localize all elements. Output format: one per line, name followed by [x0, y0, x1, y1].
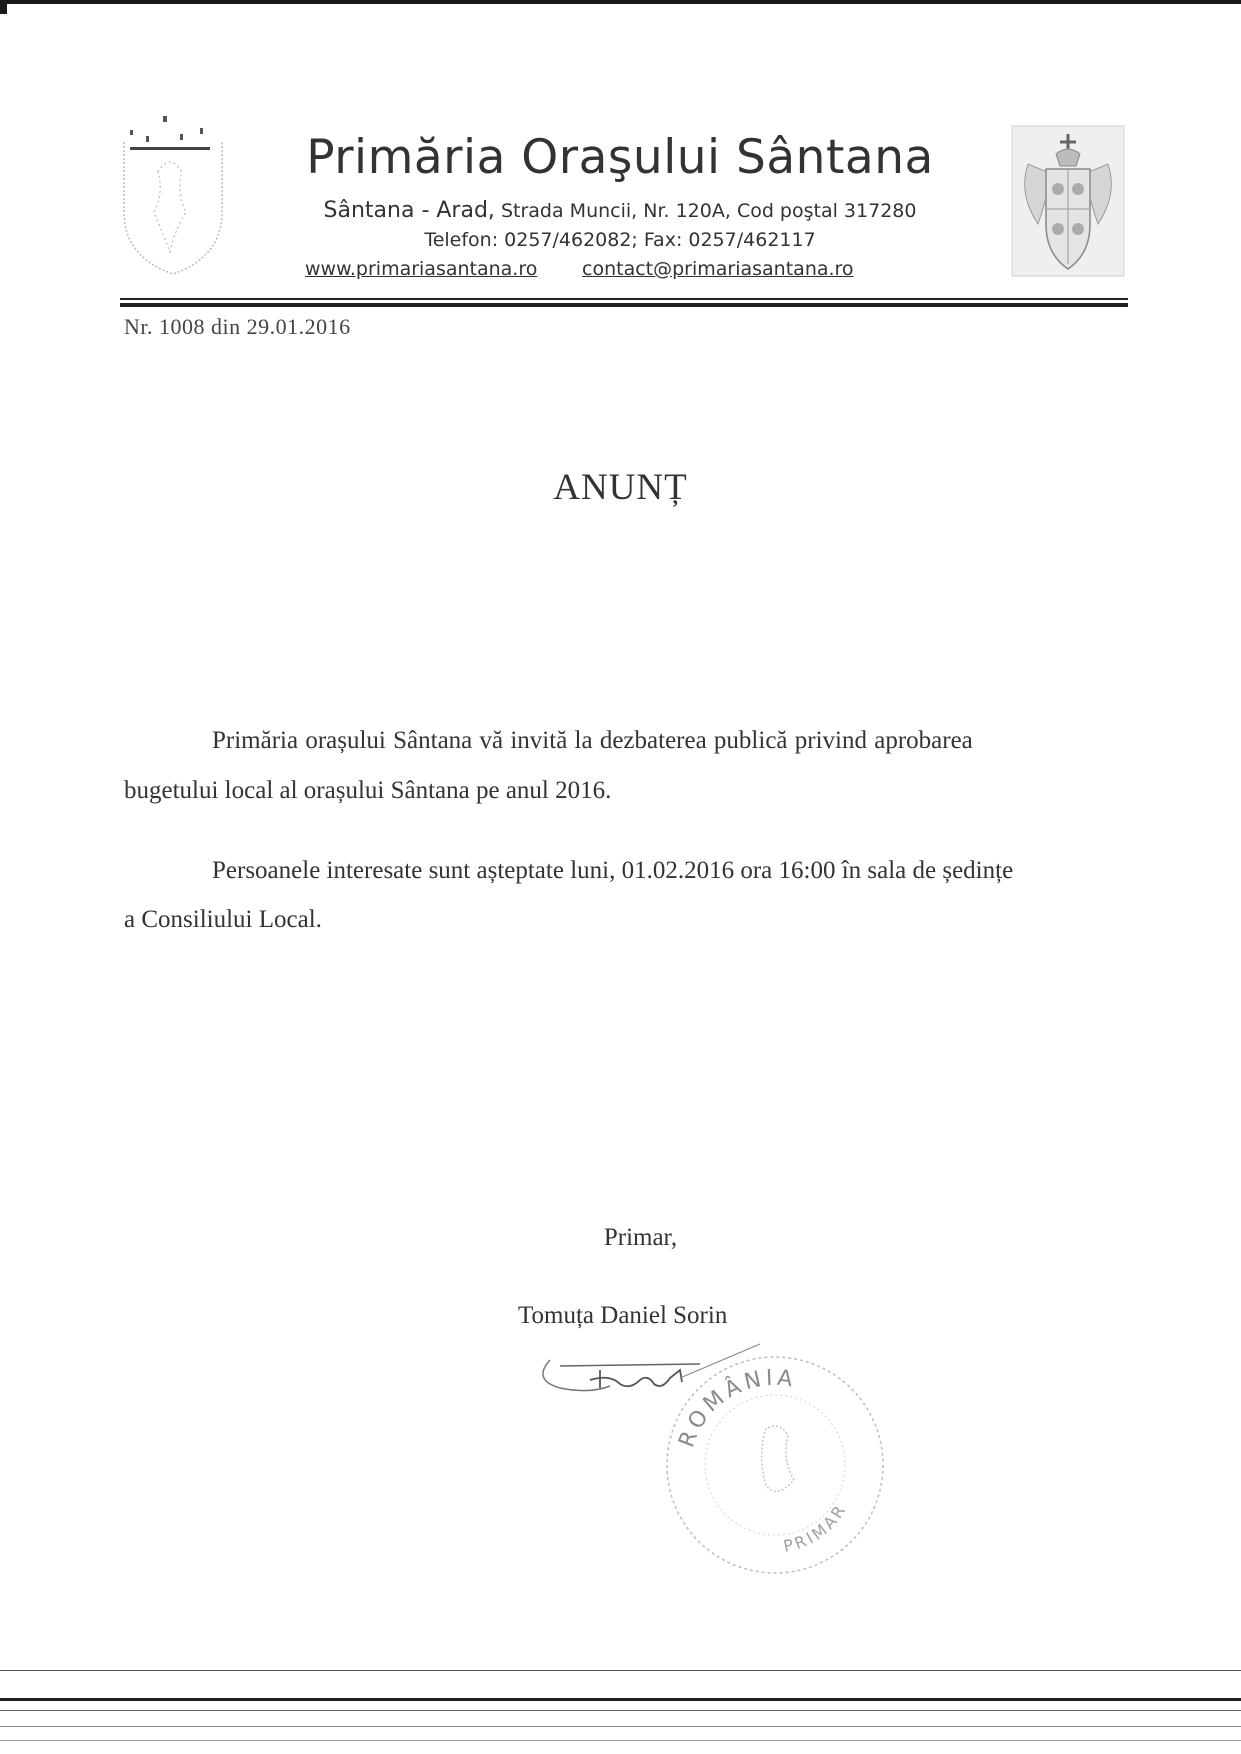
scan-edge-bottom — [0, 1670, 1241, 1754]
paragraph-1-line-1: Primăria orașului Sântana vă invită la dezbaterea publică privind aprobarea — [212, 727, 973, 754]
paragraph-2-line-2: a Consiliului Local. — [124, 906, 322, 933]
document-title: ANUNȚ — [553, 467, 688, 508]
address-city: Sântana - Arad, — [323, 198, 495, 223]
signatory-role: Primar, — [603, 1224, 678, 1251]
scan-edge-top — [0, 0, 1241, 4]
website-link[interactable]: www.primariasantana.ro — [305, 258, 538, 280]
paragraph-2-line-1: Persoanele interesate sunt așteptate luni, 01.02.2016 ora 16:00 în sala de ședințe — [212, 857, 1014, 884]
institution-phone-fax: Telefon: 0257/462082; Fax: 0257/462117 — [424, 229, 816, 251]
paragraph-1-line-2: bugetului local al orașului Sântana pe anul 2016. — [124, 777, 612, 804]
scan-edge-mark — [0, 0, 7, 14]
institution-name: Primăria Oraşului Sântana — [306, 130, 934, 185]
svg-text:PRIMAR — [782, 1500, 851, 1556]
header-divider — [120, 298, 1128, 300]
stamp-text-bottom: PRIMAR — [781, 1499, 851, 1556]
stamp-text-top: ROMÂNIA — [674, 1365, 799, 1451]
city-coat-of-arms-icon — [118, 112, 238, 277]
institution-address — [260, 198, 980, 223]
header-divider-thick — [120, 303, 1128, 307]
address-street: Strada Muncii, Nr. 120A, Cod poştal 317280 — [500, 200, 917, 222]
romania-coat-of-arms-icon — [1008, 124, 1128, 284]
document-reference-number: Nr. 1008 din 29.01.2016 — [124, 314, 351, 339]
signatory-name: Tomuța Daniel Sorin — [518, 1302, 728, 1329]
email-link[interactable]: contact@primariasantana.ro — [582, 258, 854, 280]
svg-text:ROMÂNIA — [674, 1366, 798, 1451]
official-stamp-icon — [660, 1350, 890, 1580]
